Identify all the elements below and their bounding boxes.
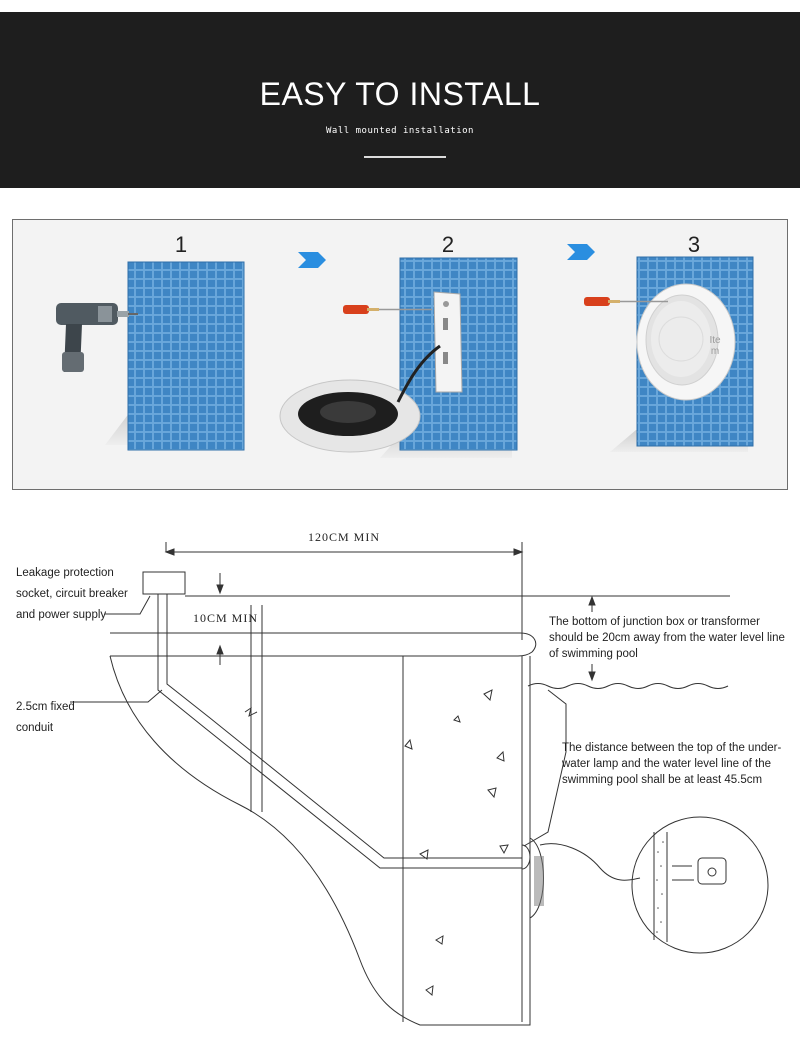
step-3-number: 3 (687, 232, 701, 257)
step-2-number: 2 (441, 232, 455, 257)
drill-icon (56, 303, 138, 372)
dimension-width-label: 120CM MIN (308, 530, 381, 544)
install-steps-illustration (0, 0, 800, 500)
step-1-number: 1 (174, 232, 188, 257)
page-title: EASY TO INSTALL (259, 76, 541, 112)
page-subtitle: Wall mounted installation (326, 126, 474, 136)
junction-box-note: The bottom of junction box or transformer should be 20cm away from the water level line of swimming pool (549, 616, 785, 660)
dimension-height-label: 10CM MIN (193, 611, 259, 625)
lamp-logo-text: Ite m (709, 335, 721, 357)
socket-label: Leakage protection socket, circuit breaker and power supply (16, 567, 128, 621)
step-arrow-2 (567, 244, 595, 260)
lamp-depth-note: The distance between the top of the under- water lamp and the water level line of the swimming pool shall be at least 45.5cm (562, 742, 782, 786)
step-1-scene (56, 262, 244, 450)
conduit-label: 2.5cm fixed conduit (16, 701, 75, 734)
tile-wall-1 (128, 262, 244, 450)
mounting-bracket (434, 292, 462, 392)
step-arrow-1 (298, 252, 326, 268)
step-2-scene (280, 258, 517, 458)
